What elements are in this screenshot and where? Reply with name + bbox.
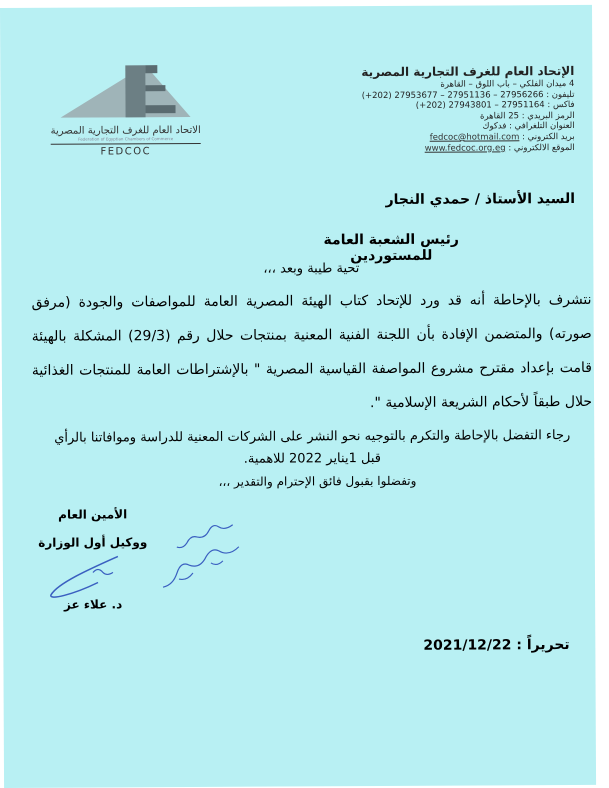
signature-scribble-icon [43, 552, 123, 602]
logo-english-text: Federation of Egyptian Chambers of Commerce [78, 136, 174, 142]
letterhead [361, 63, 574, 154]
email-label: بريد الكتروني : [522, 131, 575, 143]
greeting: تحية طيبة وبعد ،،، [263, 261, 360, 277]
request-paragraph [32, 425, 592, 472]
signatory-name: د. علاء عز [63, 597, 123, 612]
request-line-1: رجاء التفضل بالإحاطة والتكرم بالتوجيه نحو النشر على الشركات المعنية للدراسة وموافاتنا بالرأي [54, 428, 571, 446]
letter-date: تحريراً : 2021/12/22 [423, 637, 570, 654]
email-link[interactable]: fedcoc@hotmail.com [429, 132, 520, 143]
telegraph: العنوان التلغرافي : فدكوك [482, 121, 575, 132]
letter-body: نتشرف بالإحاطة أنه قد ورد للإتحاد كتاب الهيئة المصرية العامة للمواصفات والجودة (مرفق صورته) والمتضمن الإفادة بأن اللجنة الفنية المعنية بمنتجات حلال رقم (29/3) المشكلة بالهيئة قامت بإعداد مقترح مشروع المواصفة القياسية المصرية " بالإشتراطات العامة للمنتجات الغذائية حلال طبقاً لأحكام الشريعة الإسلامية ". [31, 291, 593, 412]
address: 4 ميدان الفلكي – باب اللوق – القاهرة [440, 78, 575, 90]
logo-arabic-text: الاتحاد العام للغرف التجارية المصرية [50, 124, 201, 137]
closing: وتفضلوا بقبول فائق الإحترام والتقدير ،،، [218, 473, 417, 489]
signatory-title-1: الأمين العام [58, 507, 128, 522]
org-name: الإتحاد العام للغرف التجارية المصرية [361, 63, 575, 80]
addressee: السيد الأستاذ / حمدي النجار [385, 190, 576, 208]
website-link[interactable]: www.fedcoc.org.eg [424, 142, 506, 154]
fax: فاكس : 27951164 – 27943801 (202+) [415, 100, 575, 112]
logo-divider [51, 143, 201, 145]
pyramid-logo-icon [40, 57, 210, 120]
phone: تليفون : 27956266 – 27951136 – 27953677 (202+) [361, 89, 575, 101]
postal-code: الرمز البريدي : 25 القاهرة [480, 110, 575, 122]
signatory-title-2: ووكيل أول الوزارة [38, 535, 148, 550]
addressee-title: رئيس الشعبة العامة للمستوردين [323, 231, 459, 265]
website-label: الموقع الالكتروني : [508, 142, 575, 153]
handwritten-note-icon [153, 517, 243, 597]
letter-page [0, 5, 596, 788]
request-line-2: قبل 1يناير 2022 للاهمية. [243, 451, 381, 467]
fedcoc-logo [40, 57, 211, 158]
logo-abbr: FEDCOC [100, 146, 152, 158]
